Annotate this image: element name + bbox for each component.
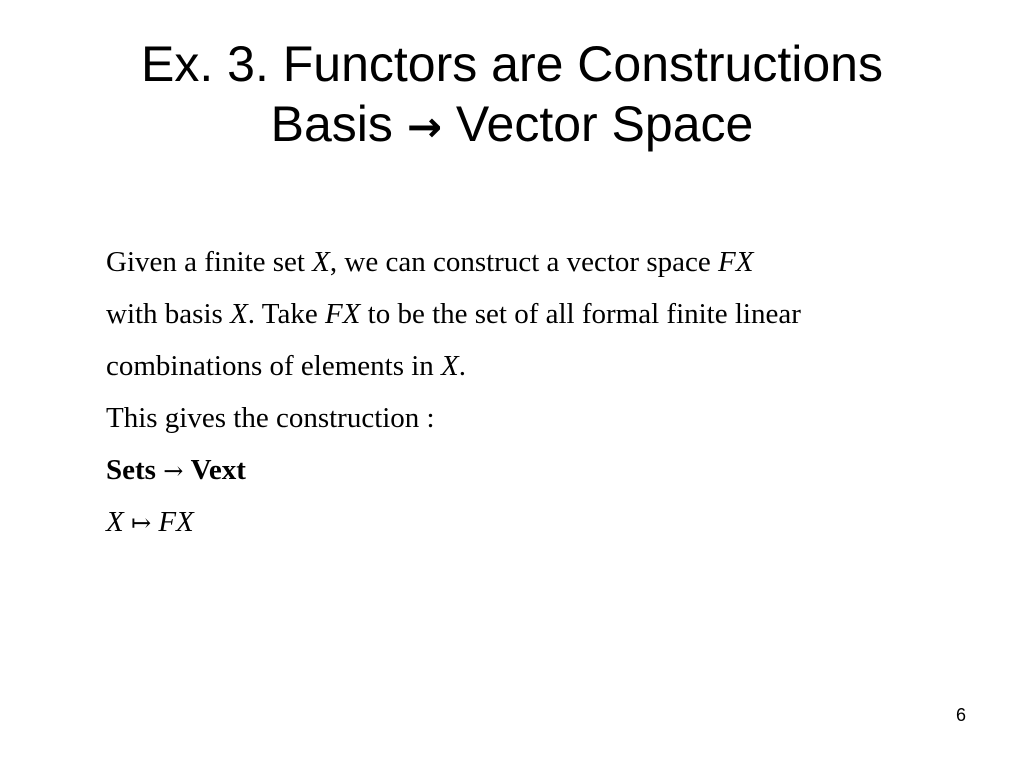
title-line-1: Ex. 3. Functors are Constructions (141, 36, 883, 92)
text-run: Given a finite set (106, 246, 313, 278)
body-line-4: This gives the construction : (106, 402, 435, 434)
title-line-2 (0, 94, 1024, 157)
text-run: to be the set of all formal finite linear (360, 298, 801, 330)
body-line-3 (106, 346, 466, 386)
title-vector-space-text: Vector Space (455, 96, 754, 152)
text-run: . Take (247, 298, 325, 330)
slide-title (0, 34, 1024, 157)
right-arrow-icon: → (163, 457, 184, 485)
math-variable: X (441, 350, 459, 382)
title-basis-text: Basis (270, 96, 393, 152)
category-vext: Vext (190, 454, 246, 486)
body-line-1 (106, 242, 753, 282)
functor-signature (106, 450, 246, 491)
math-variable: FX (158, 506, 194, 538)
object-mapping (106, 502, 194, 543)
math-variable: X (230, 298, 248, 330)
body-line-2 (106, 294, 801, 334)
math-variable: X (312, 246, 330, 278)
category-sets: Sets (106, 454, 156, 486)
right-arrow-icon: → (406, 102, 443, 151)
math-variable: FX (717, 246, 754, 278)
maps-to-arrow-icon: ↦ (130, 509, 152, 537)
text-run: , we can construct a vector space (329, 246, 718, 278)
math-variable: X (106, 506, 124, 538)
text-run: combinations of elements in (106, 350, 442, 382)
page-number: 6 (955, 705, 966, 725)
text-run: with basis (106, 298, 231, 330)
math-variable: FX (324, 298, 361, 330)
text-run: . (458, 350, 467, 382)
